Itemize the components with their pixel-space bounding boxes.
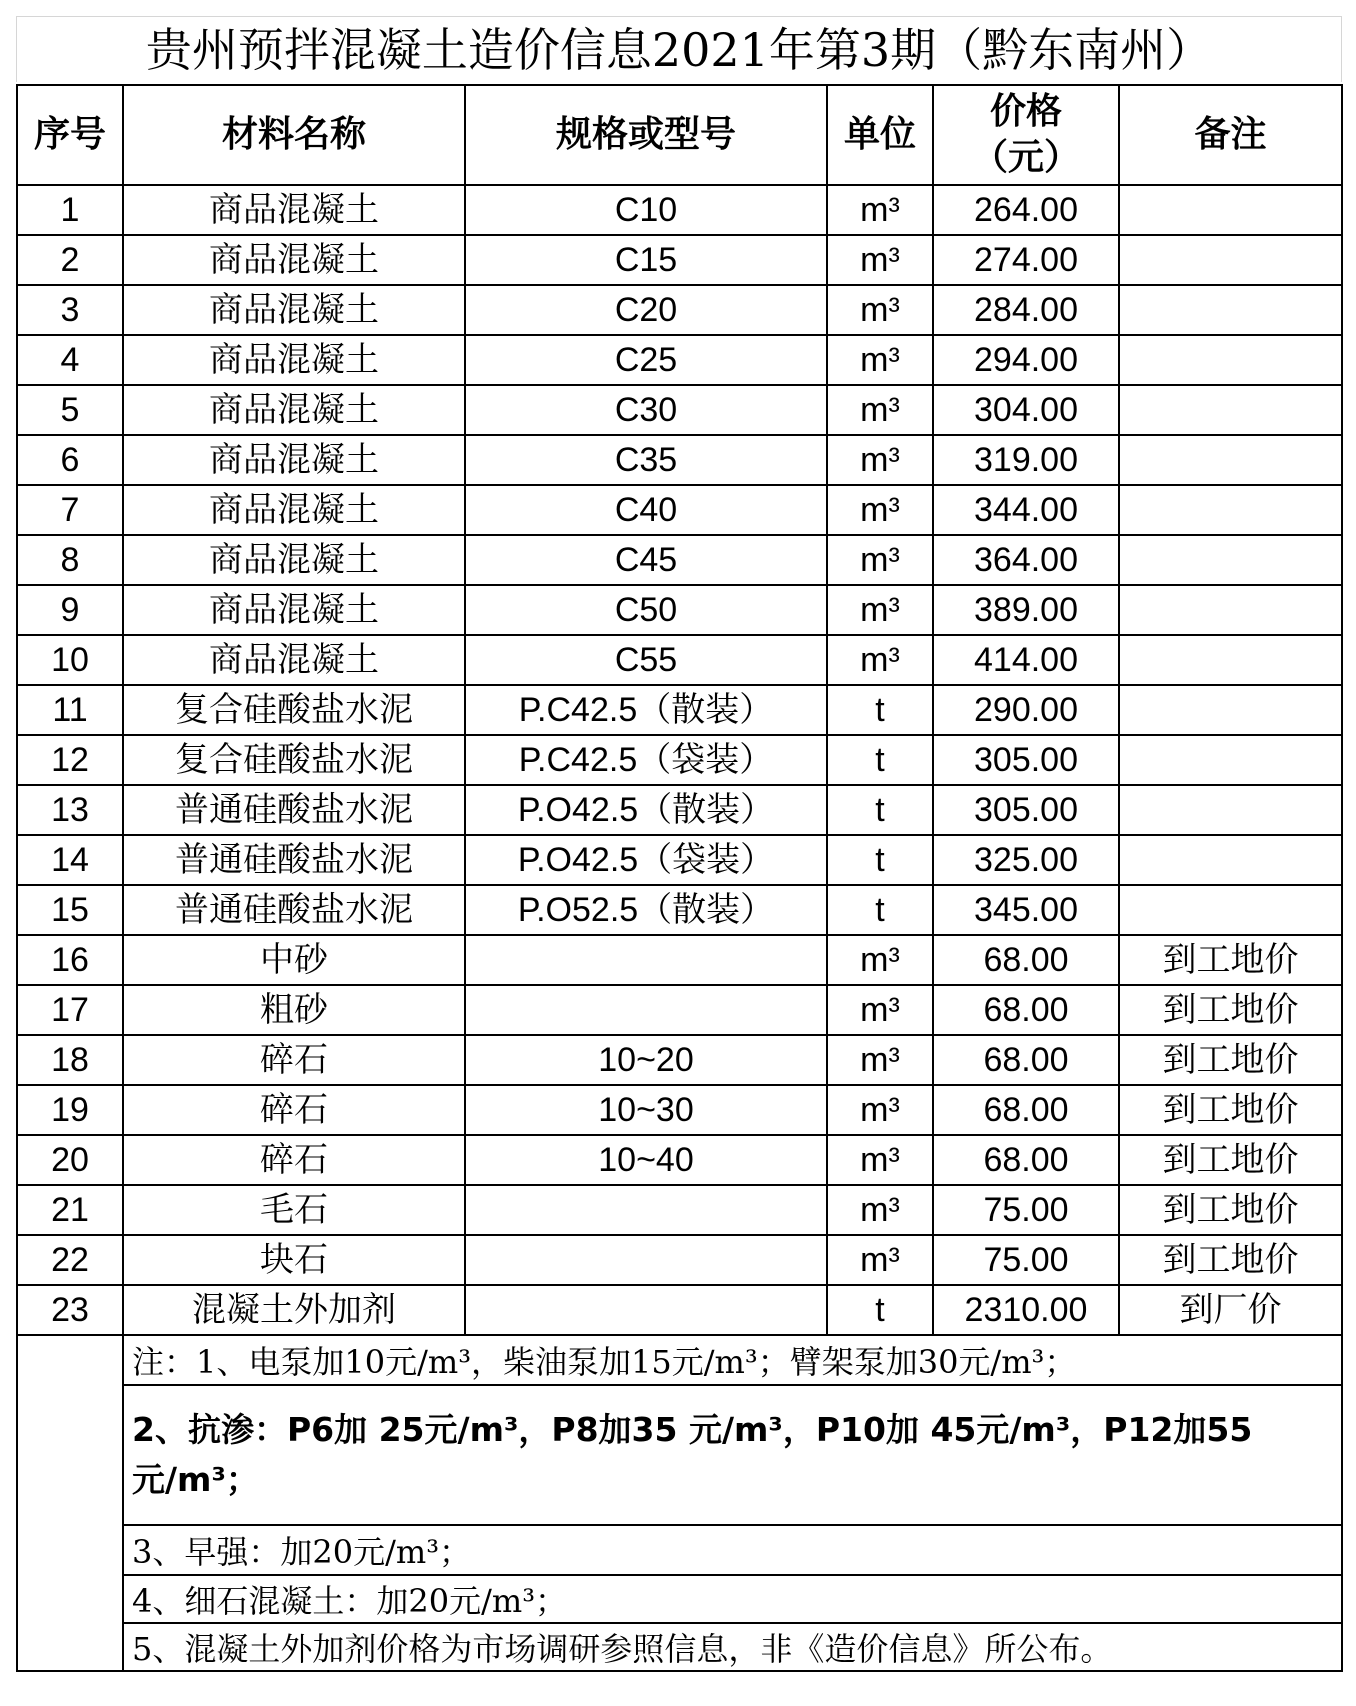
table-row — [17, 1035, 1342, 1085]
cell-index: 16 — [17, 935, 123, 985]
cell-price: 264.00 — [933, 185, 1119, 235]
cell-material-name: 块石 — [123, 1235, 465, 1285]
table-row — [17, 235, 1342, 285]
cell-price: 68.00 — [933, 985, 1119, 1035]
cell-remark — [1119, 685, 1342, 735]
cell-index: 17 — [17, 985, 123, 1035]
cell-price: 305.00 — [933, 735, 1119, 785]
cell-material-name: 商品混凝土 — [123, 485, 465, 535]
cell-index: 22 — [17, 1235, 123, 1285]
cell-remark — [1119, 785, 1342, 835]
table-row — [17, 385, 1342, 435]
cell-spec: 10~20 — [465, 1035, 827, 1085]
cell-material-name: 商品混凝土 — [123, 285, 465, 335]
cell-price: 344.00 — [933, 485, 1119, 535]
cell-index: 23 — [17, 1285, 123, 1335]
cell-remark: 到工地价 — [1119, 935, 1342, 985]
cell-index: 3 — [17, 285, 123, 335]
cell-index: 20 — [17, 1135, 123, 1185]
note-3: 3、早强：加20元/m³； — [123, 1525, 1342, 1575]
cell-remark: 到工地价 — [1119, 1085, 1342, 1135]
cell-index: 8 — [17, 535, 123, 585]
table-row — [17, 835, 1342, 885]
cell-remark — [1119, 835, 1342, 885]
table-row — [17, 435, 1342, 485]
cell-remark: 到工地价 — [1119, 1035, 1342, 1085]
cell-index: 7 — [17, 485, 123, 535]
cell-spec: C50 — [465, 585, 827, 635]
cell-index: 15 — [17, 885, 123, 935]
cell-material-name: 商品混凝土 — [123, 335, 465, 385]
cell-unit: t — [827, 1285, 933, 1335]
cell-spec: C45 — [465, 535, 827, 585]
cell-material-name: 商品混凝土 — [123, 635, 465, 685]
cell-spec — [465, 1235, 827, 1285]
cell-remark — [1119, 585, 1342, 635]
table-row — [17, 485, 1342, 535]
table-row — [17, 785, 1342, 835]
header-remark: 备注 — [1119, 85, 1342, 185]
cell-unit: m³ — [827, 485, 933, 535]
cell-unit: m³ — [827, 385, 933, 435]
cell-price: 319.00 — [933, 435, 1119, 485]
cell-index: 2 — [17, 235, 123, 285]
cell-index: 1 — [17, 185, 123, 235]
cell-index: 14 — [17, 835, 123, 885]
cell-unit: m³ — [827, 585, 933, 635]
cell-material-name: 商品混凝土 — [123, 535, 465, 585]
cell-unit: m³ — [827, 1085, 933, 1135]
cell-unit: t — [827, 785, 933, 835]
cell-unit: m³ — [827, 1035, 933, 1085]
table-row — [17, 885, 1342, 935]
cell-index: 9 — [17, 585, 123, 635]
cell-spec: 10~30 — [465, 1085, 827, 1135]
cell-unit: t — [827, 885, 933, 935]
cell-index: 13 — [17, 785, 123, 835]
cell-spec: C20 — [465, 285, 827, 335]
cell-material-name: 商品混凝土 — [123, 435, 465, 485]
table-row — [17, 735, 1342, 785]
cell-index: 18 — [17, 1035, 123, 1085]
cell-material-name: 碎石 — [123, 1035, 465, 1085]
cell-spec: P.O42.5（袋装） — [465, 835, 827, 885]
cell-index: 4 — [17, 335, 123, 385]
note-row — [17, 1335, 1342, 1385]
cell-unit: m³ — [827, 985, 933, 1035]
cell-spec: P.O52.5（散装） — [465, 885, 827, 935]
cell-material-name: 碎石 — [123, 1135, 465, 1185]
cell-spec: C30 — [465, 385, 827, 435]
cell-remark: 到工地价 — [1119, 1135, 1342, 1185]
table-row — [17, 1135, 1342, 1185]
cell-remark — [1119, 435, 1342, 485]
header-spec: 规格或型号 — [465, 85, 827, 185]
cell-remark — [1119, 635, 1342, 685]
cell-unit: m³ — [827, 1235, 933, 1285]
note-row — [17, 1525, 1342, 1575]
cell-remark — [1119, 385, 1342, 435]
cell-remark: 到厂价 — [1119, 1285, 1342, 1335]
cell-spec: P.C42.5（袋装） — [465, 735, 827, 785]
cell-unit: m³ — [827, 285, 933, 335]
cell-price: 389.00 — [933, 585, 1119, 635]
table-row — [17, 985, 1342, 1035]
table-row — [17, 935, 1342, 985]
cell-unit: m³ — [827, 235, 933, 285]
cell-spec — [465, 1285, 827, 1335]
cell-remark: 到工地价 — [1119, 1185, 1342, 1235]
cell-material-name: 毛石 — [123, 1185, 465, 1235]
header-price-line2: （元） — [971, 137, 1080, 178]
cell-remark — [1119, 885, 1342, 935]
cell-index: 11 — [17, 685, 123, 735]
cell-remark: 到工地价 — [1119, 985, 1342, 1035]
cell-index: 10 — [17, 635, 123, 685]
cell-spec: 10~40 — [465, 1135, 827, 1185]
cell-price: 304.00 — [933, 385, 1119, 435]
cell-spec: C40 — [465, 485, 827, 535]
cell-unit: m³ — [827, 1185, 933, 1235]
cell-remark — [1119, 485, 1342, 535]
note-row — [17, 1623, 1342, 1671]
cell-material-name: 混凝土外加剂 — [123, 1285, 465, 1335]
cell-spec: C25 — [465, 335, 827, 385]
price-table — [16, 84, 1343, 1672]
cell-price: 284.00 — [933, 285, 1119, 335]
header-name: 材料名称 — [123, 85, 465, 185]
cell-spec: C10 — [465, 185, 827, 235]
cell-price: 68.00 — [933, 1035, 1119, 1085]
cell-material-name: 商品混凝土 — [123, 585, 465, 635]
cell-price: 274.00 — [933, 235, 1119, 285]
table-row — [17, 685, 1342, 735]
cell-unit: t — [827, 735, 933, 785]
notes-spacer-cell — [17, 1335, 123, 1671]
note-2: 2、抗渗：P6加 25元/m³，P8加35 元/m³，P10加 45元/m³，P12加55元/m³； — [123, 1385, 1342, 1525]
cell-remark — [1119, 185, 1342, 235]
cell-material-name: 商品混凝土 — [123, 385, 465, 435]
cell-material-name: 普通硅酸盐水泥 — [123, 835, 465, 885]
cell-remark: 到工地价 — [1119, 1235, 1342, 1285]
table-row — [17, 185, 1342, 235]
cell-remark — [1119, 735, 1342, 785]
note-1: 注：1、电泵加10元/m³，柴油泵加15元/m³；臂架泵加30元/m³； — [123, 1335, 1342, 1385]
note-5: 5、混凝土外加剂价格为市场调研参照信息，非《造价信息》所公布。 — [123, 1623, 1342, 1671]
cell-spec: P.O42.5（散装） — [465, 785, 827, 835]
table-header-row — [17, 85, 1342, 185]
cell-material-name: 复合硅酸盐水泥 — [123, 685, 465, 735]
table-row — [17, 585, 1342, 635]
table-body — [17, 185, 1342, 1671]
note-row — [17, 1385, 1342, 1525]
cell-index: 19 — [17, 1085, 123, 1135]
page-title: 贵州预拌混凝土造价信息2021年第3期（黔东南州） — [16, 16, 1342, 82]
cell-unit: m³ — [827, 535, 933, 585]
cell-price: 325.00 — [933, 835, 1119, 885]
cell-index: 6 — [17, 435, 123, 485]
header-unit: 单位 — [827, 85, 933, 185]
cell-spec: C35 — [465, 435, 827, 485]
cell-spec: P.C42.5（散装） — [465, 685, 827, 735]
cell-material-name: 商品混凝土 — [123, 185, 465, 235]
cell-price: 414.00 — [933, 635, 1119, 685]
cell-material-name: 粗砂 — [123, 985, 465, 1035]
cell-price: 68.00 — [933, 935, 1119, 985]
cell-price: 345.00 — [933, 885, 1119, 935]
cell-material-name: 普通硅酸盐水泥 — [123, 885, 465, 935]
table-row — [17, 285, 1342, 335]
cell-price: 68.00 — [933, 1135, 1119, 1185]
cell-remark — [1119, 235, 1342, 285]
cell-material-name: 中砂 — [123, 935, 465, 985]
cell-unit: m³ — [827, 335, 933, 385]
cell-index: 12 — [17, 735, 123, 785]
cell-unit: m³ — [827, 635, 933, 685]
header-price-line1: 价格 — [989, 91, 1062, 132]
cell-unit: m³ — [827, 935, 933, 985]
cell-spec — [465, 985, 827, 1035]
header-index: 序号 — [17, 85, 123, 185]
cell-index: 21 — [17, 1185, 123, 1235]
cell-unit: t — [827, 835, 933, 885]
cell-unit: m³ — [827, 435, 933, 485]
cell-price: 290.00 — [933, 685, 1119, 735]
cell-price: 75.00 — [933, 1235, 1119, 1285]
cell-price: 294.00 — [933, 335, 1119, 385]
cell-price: 68.00 — [933, 1085, 1119, 1135]
cell-spec — [465, 1185, 827, 1235]
cell-spec: C15 — [465, 235, 827, 285]
cell-spec: C55 — [465, 635, 827, 685]
table-row — [17, 1085, 1342, 1135]
cell-spec — [465, 935, 827, 985]
cell-material-name: 碎石 — [123, 1085, 465, 1135]
header-price — [933, 85, 1119, 185]
cell-unit: m³ — [827, 185, 933, 235]
note-4: 4、细石混凝土：加20元/m³； — [123, 1575, 1342, 1623]
cell-price: 75.00 — [933, 1185, 1119, 1235]
cell-price: 305.00 — [933, 785, 1119, 835]
cell-remark — [1119, 535, 1342, 585]
cell-remark — [1119, 335, 1342, 385]
note-row — [17, 1575, 1342, 1623]
cell-price: 364.00 — [933, 535, 1119, 585]
cell-material-name: 普通硅酸盐水泥 — [123, 785, 465, 835]
cell-material-name: 复合硅酸盐水泥 — [123, 735, 465, 785]
table-row — [17, 1285, 1342, 1335]
table-row — [17, 535, 1342, 585]
cell-unit: m³ — [827, 1135, 933, 1185]
cell-unit: t — [827, 685, 933, 735]
table-row — [17, 335, 1342, 385]
cell-index: 5 — [17, 385, 123, 435]
table-row — [17, 1185, 1342, 1235]
cell-material-name: 商品混凝土 — [123, 235, 465, 285]
table-row — [17, 635, 1342, 685]
table-row — [17, 1235, 1342, 1285]
cell-remark — [1119, 285, 1342, 335]
cell-price: 2310.00 — [933, 1285, 1119, 1335]
